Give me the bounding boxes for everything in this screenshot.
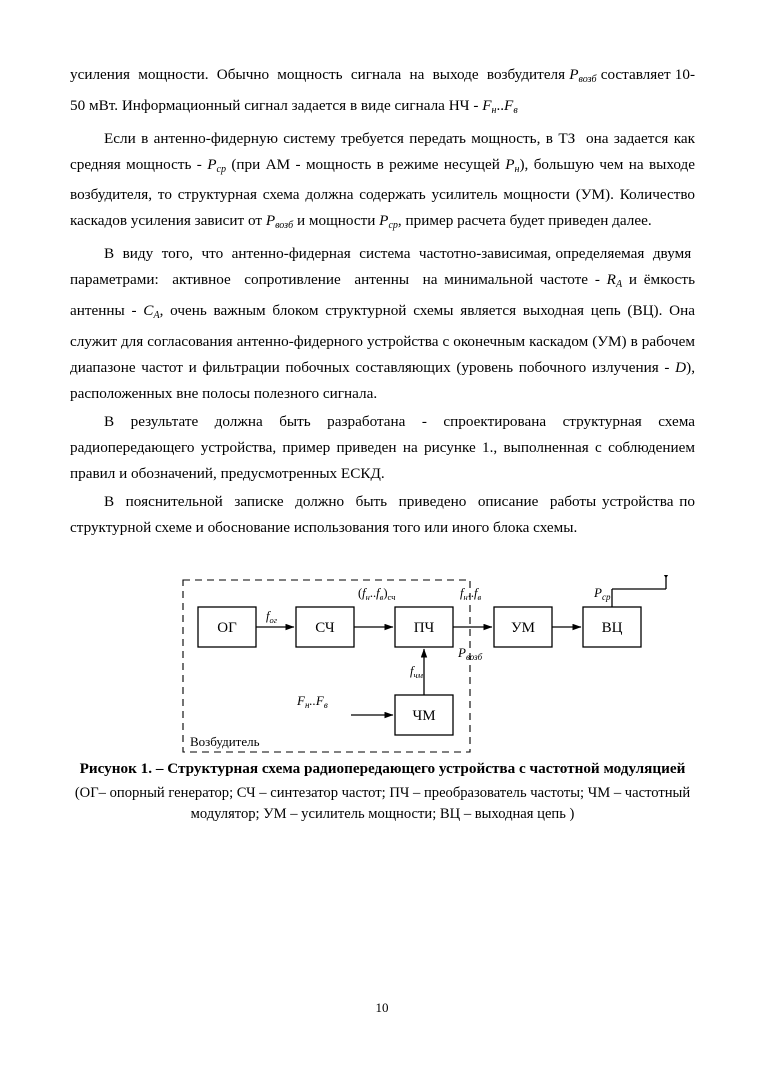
figure-caption-subtitle: (ОГ– опорный генератор; СЧ – синтезатор частот; ПЧ – преобразователь частоты; ЧМ – частотный модулятор; УМ – усилитель мощности; ВЦ – выходная цепь )	[74, 785, 691, 822]
antenna-right-arm	[666, 575, 678, 577]
figure-caption	[70, 758, 695, 825]
math-p-vozb-2: $P_{возб}$	[265, 212, 294, 232]
paragraph-3: В виду того, что антенно-фидерная система частотно-зависимая, определяемая двумя параметрами: активное сопротивление антенны на минимальной частоте - $R_А$ и ёмкость антенны - $C_А$, очень важным блоком структурной схемы является выходная цепь (ВЦ). Она служит для согласования антенно-фидерного устройства с оконечным каскадом (УМ) в рабочем диапазоне частот и фильтрации побочных составляющих (уровень побочного излучения - D), расположенных вне полосы полезного сигнала.	[70, 245, 696, 402]
block-vc-label: ВЦ	[601, 620, 623, 636]
math-r-a: $R_А$	[606, 271, 623, 290]
signal-label-f-pch: $f_н..f_в$	[460, 586, 482, 602]
math-p-sr-2: $P_{ср}$	[379, 212, 398, 232]
figure-block-diagram	[70, 575, 695, 765]
block-pch-label: ПЧ	[413, 620, 435, 636]
math-p-sr: $P_{ср}$	[207, 155, 226, 175]
paragraph-1: усиления мощности. Обычно мощность сигнала на выходе возбудителя $P_{возб}$ составляет 10-50 мВт. Информационный сигнал задается в виде сигнала НЧ - $F_н..F_в$	[70, 66, 695, 116]
body-text-column	[70, 62, 695, 541]
block-um-label: УМ	[511, 620, 535, 636]
block-chm-label: ЧМ	[412, 708, 436, 724]
antenna-left-arm	[654, 575, 666, 577]
signal-label-f-chm: $f_{чм}$	[410, 664, 423, 680]
math-d: D	[675, 358, 687, 376]
signal-label-f-og: $f_{ог}$	[266, 609, 278, 625]
paragraph-2: Если в антенно-фидерную систему требуется передать мощность, в ТЗ она задается как средняя мощность - $P_{ср}$ (при АМ - мощность в режиме несущей $P_н$), большую чем на выходе возбудителя, то структурная схема должна содержать усилитель мощности (УМ). Количество каскадов усиления зависит от $P_{возб}$ и мощности $P_{ср}$, пример расчета будет приведен далее.	[70, 129, 695, 232]
signal-label-p-sr: $P_{ср}$	[594, 585, 611, 602]
math-p-n: $P_н$	[505, 155, 520, 175]
block-sch-label: СЧ	[315, 620, 335, 636]
figure-caption-title: Рисунок 1. – Структурная схема радиопередающего устройства с частотной модуляцией	[79, 760, 686, 777]
block-diagram-svg	[70, 575, 695, 765]
math-f-n: $F_н$	[482, 96, 497, 116]
dashed-group-label: Возбудитель	[190, 734, 260, 749]
signal-label-p-vozb: $P_{возб}$	[458, 645, 483, 662]
math-c-a: $C_А$	[143, 301, 160, 321]
page-number: 10	[375, 1000, 389, 1015]
paragraph-4: В результате должна быть разработана - спроектирована структурная схема радиопередающего устройства, пример приведен на рисунке 1., выполненная с соблюдением правил и обозначений, предусмотренных ЕСКД.	[70, 412, 695, 482]
math-f-v: $F_в$	[504, 96, 518, 116]
math-p-vozb: $P_{возб}$	[569, 66, 597, 85]
signal-label-f-sch: $(f_н..f_в)_{сч}$	[358, 586, 396, 602]
paragraph-5: В пояснительной записке должно быть приведено описание работы устройства по структурной схеме и обоснование использования того или иного блока схемы.	[70, 492, 695, 536]
block-og-label: ОГ	[217, 620, 237, 636]
signal-label-f-input: $F_н..F_в$	[297, 693, 328, 710]
